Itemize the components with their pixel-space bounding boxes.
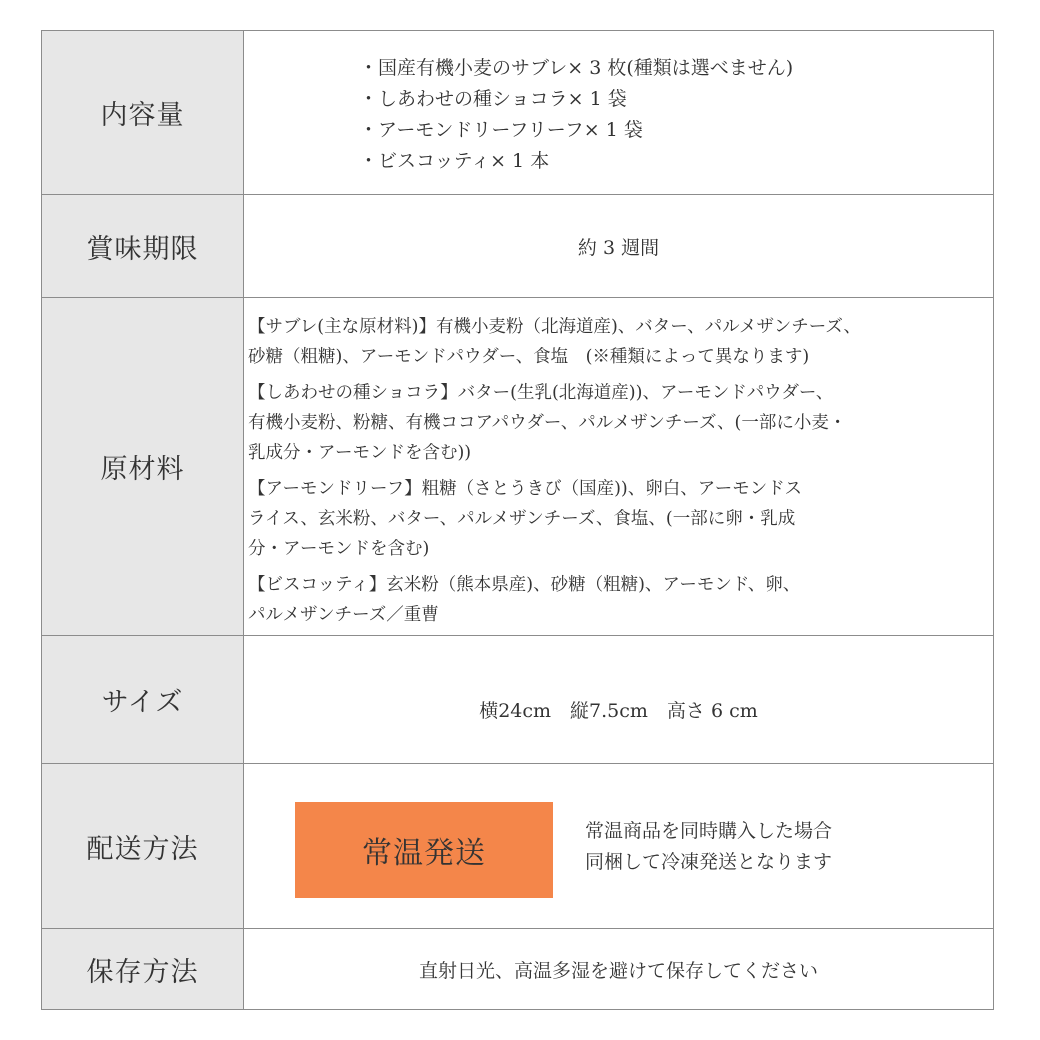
row-value-shipping — [244, 764, 993, 928]
ingredient-block-biscotti — [248, 570, 989, 630]
shipping-note-line: 同梱して冷凍発送となります — [585, 851, 833, 873]
row-label-storage: 保存方法 — [42, 929, 244, 1009]
row-label-expiry: 賞味期限 — [42, 195, 244, 297]
list-item: ・アーモンドリーフリーフ× 1 袋 — [359, 119, 643, 141]
size-value: 横24cm 縦7.5cm 高さ 6 cm — [479, 700, 758, 722]
list-item: ・しあわせの種ショコラ× 1 袋 — [359, 88, 627, 110]
ingredient-line: 有機小麦粉、粉糖、有機ココアパウダー、パルメザンチーズ、(一部に小麦・ — [248, 413, 847, 433]
row-value-contents — [244, 31, 993, 194]
row-value-expiry — [244, 195, 993, 297]
row-label-shipping: 配送方法 — [42, 764, 244, 928]
ingredient-block-chocolat — [248, 378, 989, 468]
ingredient-block-almond-leaf — [248, 474, 989, 564]
row-shipping — [42, 763, 993, 928]
shipping-badge: 常温発送 — [295, 802, 553, 898]
ingredient-block-sable — [248, 312, 989, 372]
expiry-value: 約 3 週間 — [577, 236, 660, 259]
ingredient-line: パルメザンチーズ／重曹 — [248, 605, 439, 625]
row-storage — [42, 928, 993, 1009]
ingredient-line: 【しあわせの種ショコラ】バター(生乳(北海道産))、アーモンドパウダー、 — [248, 383, 834, 403]
ingredient-line: 【アーモンドリーフ】粗糖（さとうきび（国産))、卵白、アーモンドス — [248, 479, 803, 499]
row-contents — [42, 31, 993, 194]
contents-list — [359, 53, 793, 177]
shipping-note-line: 常温商品を同時購入した場合 — [585, 820, 833, 842]
ingredient-line: ライス、玄米粉、バター、パルメザンチーズ、食塩、(一部に卵・乳成 — [248, 509, 796, 529]
storage-value: 直射日光、高温多湿を避けて保存してください — [418, 959, 818, 982]
row-value-storage — [244, 929, 993, 1009]
row-size — [42, 635, 993, 763]
ingredients-text — [248, 312, 989, 636]
ingredient-line: 乳成分・アーモンドを含む)) — [248, 443, 472, 463]
row-ingredients — [42, 297, 993, 635]
row-value-size — [244, 636, 993, 763]
shipping-note — [585, 816, 832, 878]
product-info-table — [41, 30, 994, 1010]
row-value-ingredients — [244, 298, 993, 635]
list-item: ・ビスコッティ× 1 本 — [359, 150, 550, 172]
row-label-size: サイズ — [42, 636, 244, 763]
ingredient-line: 【ビスコッティ】玄米粉（熊本県産)、砂糖（粗糖)、アーモンド、卵、 — [248, 575, 801, 595]
ingredient-line: 【サブレ(主な原材料)】有機小麦粉（北海道産)、バター、パルメザンチーズ、 — [248, 317, 861, 337]
ingredient-line: 砂糖（粗糖)、アーモンドパウダー、食塩 (※種類によって異なります) — [248, 347, 810, 367]
row-label-contents: 内容量 — [42, 31, 244, 194]
row-label-ingredients: 原材料 — [42, 298, 244, 635]
row-expiry — [42, 194, 993, 297]
list-item: ・国産有機小麦のサブレ× 3 枚(種類は選べません) — [359, 57, 794, 79]
ingredient-line: 分・アーモンドを含む) — [248, 539, 430, 559]
